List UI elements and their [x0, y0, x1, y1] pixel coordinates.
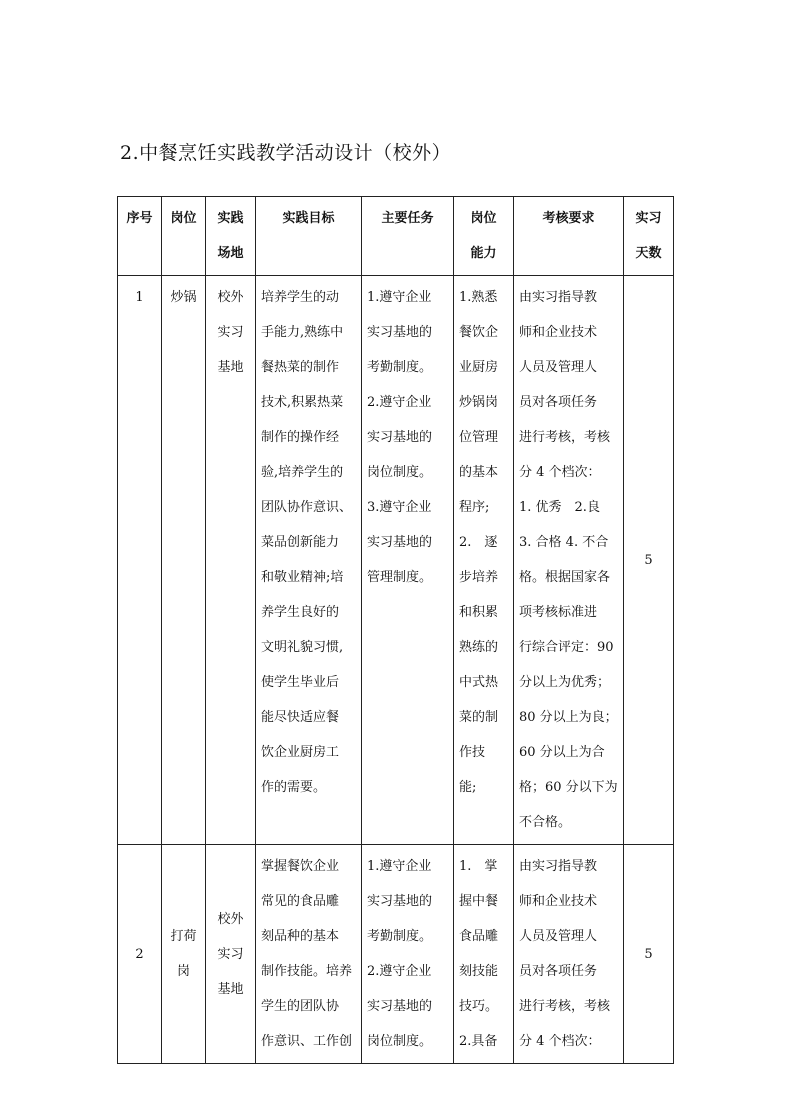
cell-assess: 由实习指导教 师和企业技术 人员及管理人 员对各项任务 进行考核，考核 分 4 个档次： 1. 优秀 2.良 3. 合格 4. 不合 格。根据国家各 项考核标准进 行综合评定：90 分以上为优秀； 80 分以上为良； 60 分以上为合 格；60 分以下为 不合格。 — [514, 276, 624, 845]
cell-assess: 由实习指导教 师和企业技术 人员及管理人 员对各项任务 进行考核，考核 分 4 个档次： — [514, 845, 624, 1064]
cell-no: 2 — [118, 845, 162, 1064]
cell-goal: 掌握餐饮企业 常见的食品雕 刻品种的基本 制作技能。培养 学生的团队协 作意识、工作创 — [256, 845, 362, 1064]
activity-design-table — [117, 196, 674, 1064]
table-row — [118, 845, 674, 1064]
cell-days: 5 — [624, 276, 674, 845]
cell-days: 5 — [624, 845, 674, 1064]
cell-no: 1 — [118, 276, 162, 845]
header-no: 序号 — [118, 197, 162, 276]
cell-site: 校外 实习 基地 — [206, 276, 256, 845]
header-tasks: 主要任务 — [362, 197, 454, 276]
table-row — [118, 276, 674, 845]
header-days: 实习 天数 — [624, 197, 674, 276]
cell-post: 打荷 岗 — [162, 845, 206, 1064]
cell-ability: 1. 掌 握中餐 食品雕 刻技能 技巧。 2.具备 — [454, 845, 514, 1064]
cell-goal: 培养学生的动 手能力,熟练中 餐热菜的制作 技术,积累热菜 制作的操作经 验,培养学生的 团队协作意识、 菜品创新能力 和敬业精神;培 养学生良好的 文明礼貌习惯, 使学生毕业后 能尽快适应餐 饮企业厨房工 作的需要。 — [256, 276, 362, 845]
header-goal: 实践目标 — [256, 197, 362, 276]
cell-ability: 1.熟悉 餐饮企 业厨房 炒锅岗 位管理 的基本 程序; 2. 逐 步培养 和积累 熟练的 中式热 菜的制 作技 能; — [454, 276, 514, 845]
cell-tasks: 1.遵守企业 实习基地的 考勤制度。 2.遵守企业 实习基地的 岗位制度。 — [362, 845, 454, 1064]
header-post: 岗位 — [162, 197, 206, 276]
header-ability: 岗位 能力 — [454, 197, 514, 276]
header-assess: 考核要求 — [514, 197, 624, 276]
header-site: 实践 场地 — [206, 197, 256, 276]
cell-tasks: 1.遵守企业 实习基地的 考勤制度。 2.遵守企业 实习基地的 岗位制度。 3.遵守企业 实习基地的 管理制度。 — [362, 276, 454, 845]
table-header-row — [118, 197, 674, 276]
cell-post: 炒锅 — [162, 276, 206, 845]
cell-site: 校外 实习 基地 — [206, 845, 256, 1064]
section-title: 2.中餐烹饪实践教学活动设计（校外） — [120, 142, 452, 164]
